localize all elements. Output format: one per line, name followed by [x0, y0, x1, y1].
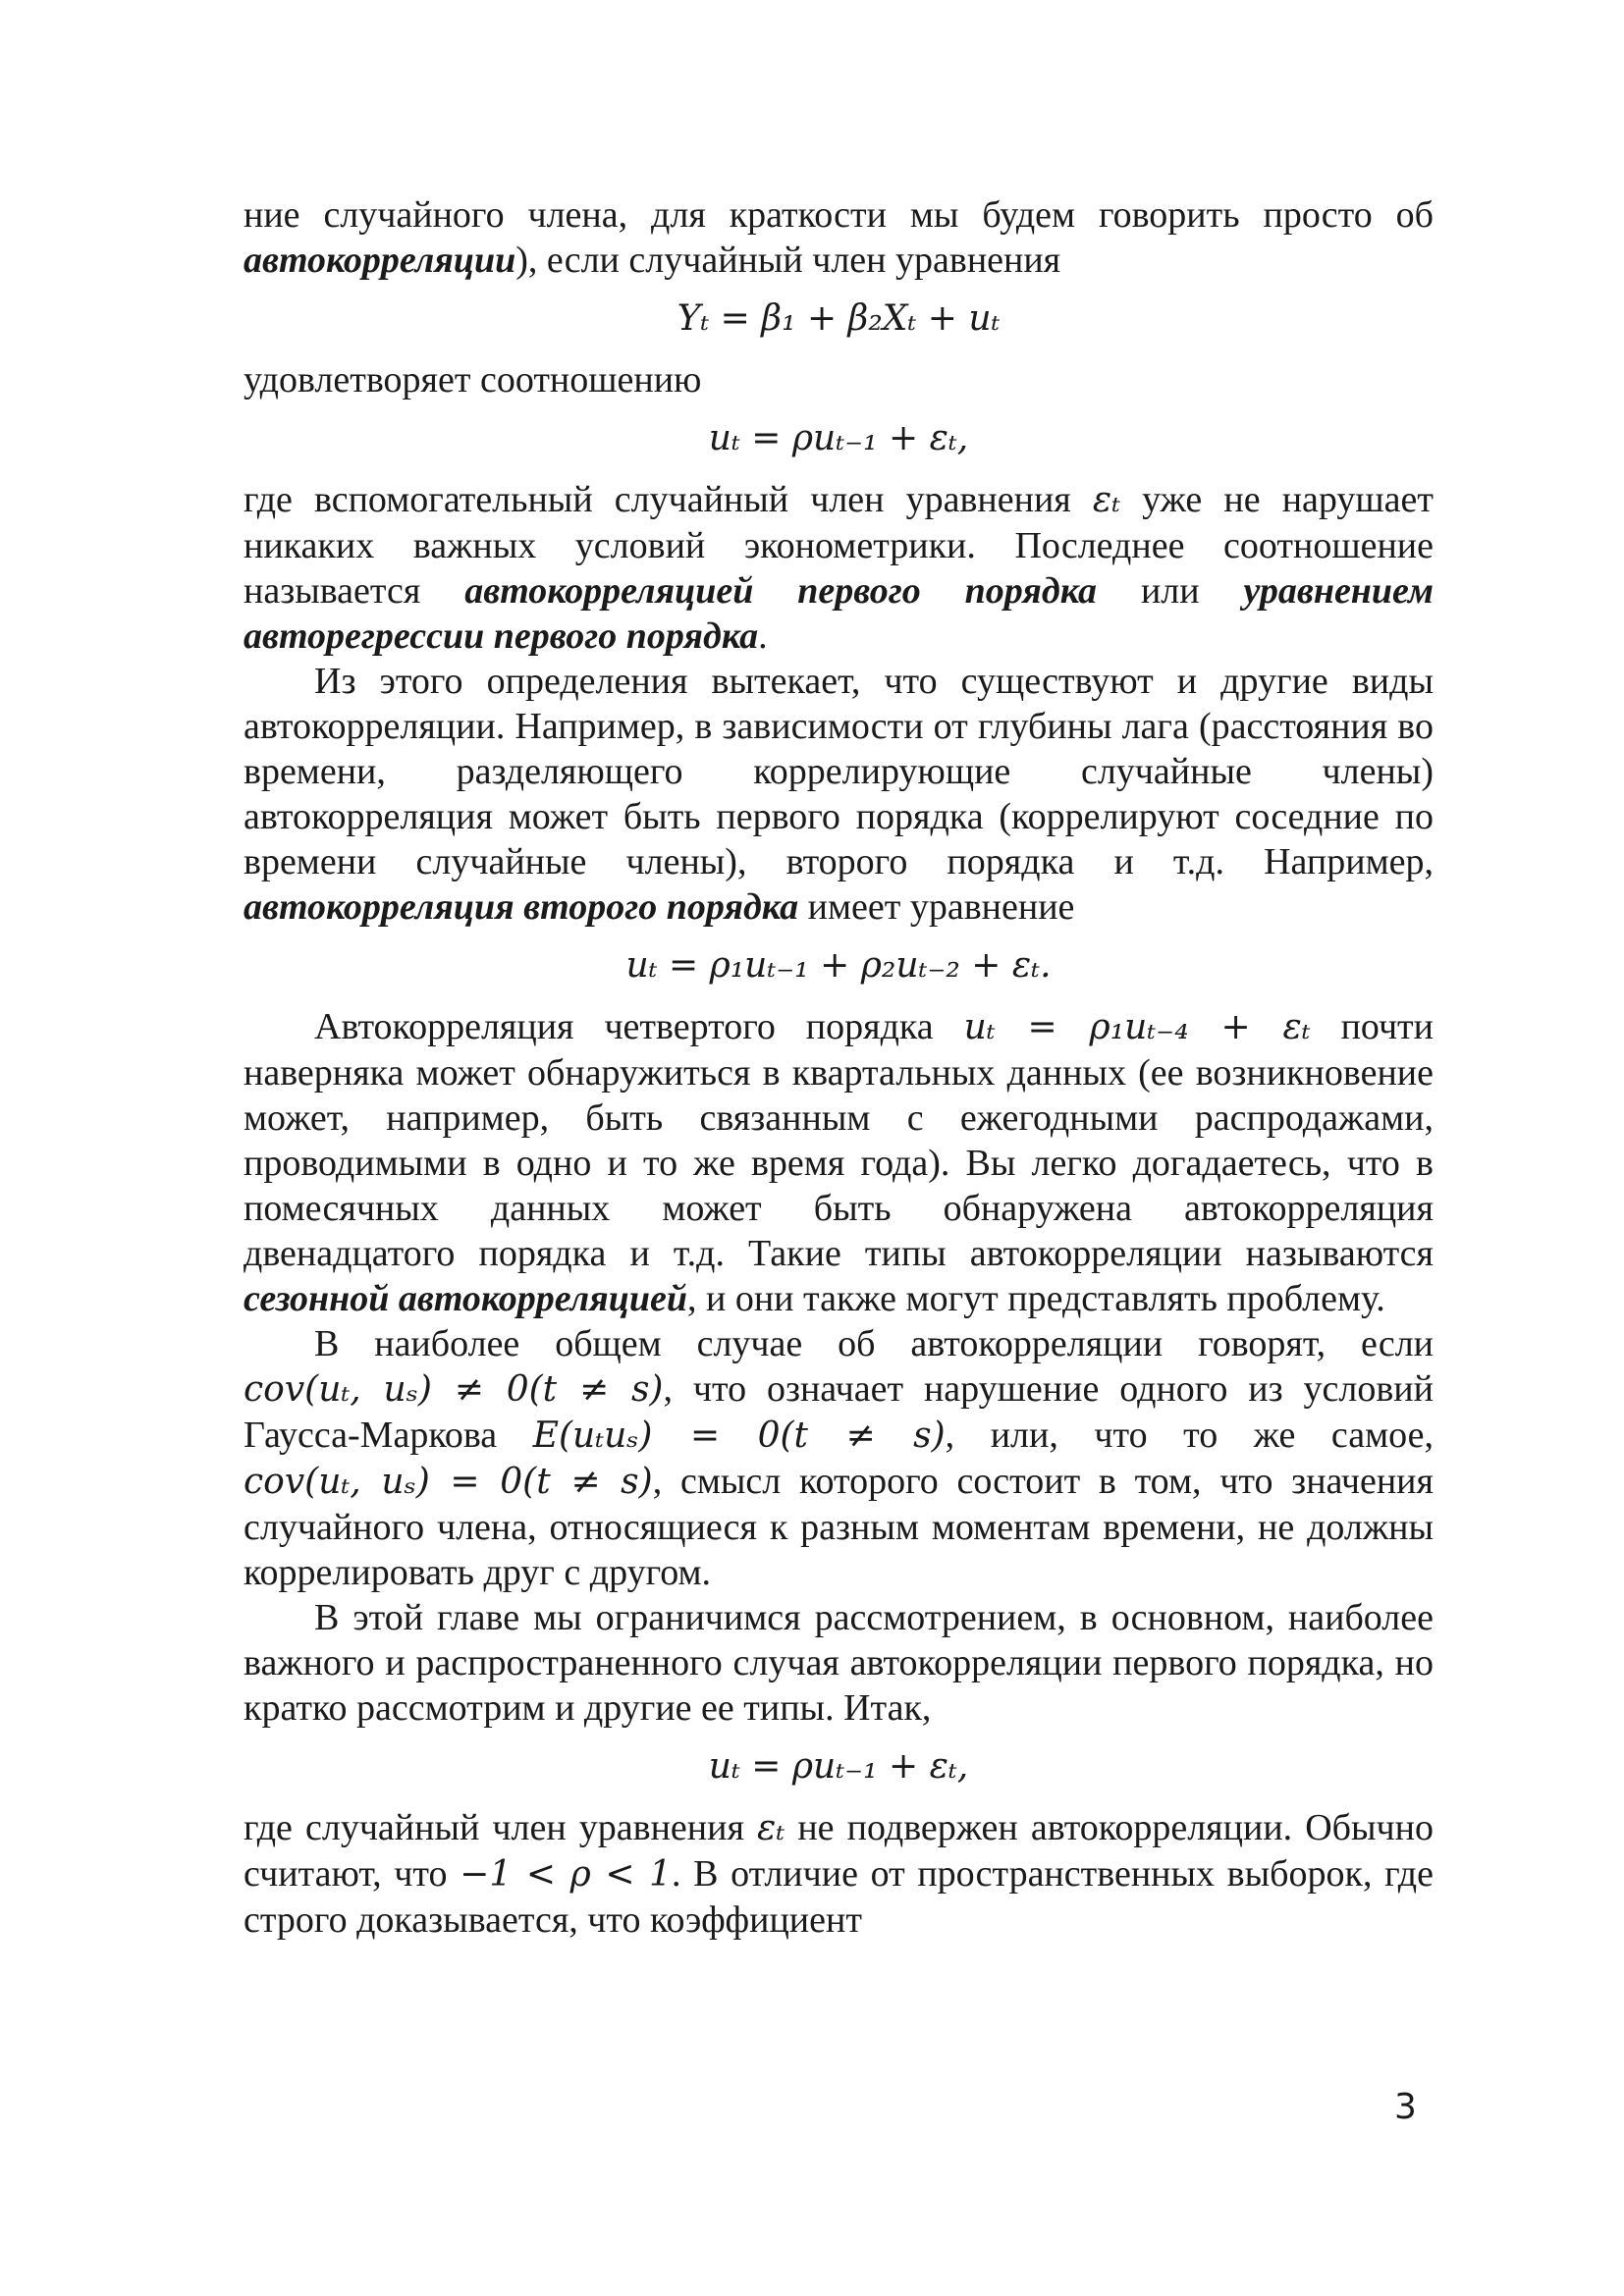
paragraph-8-text-a: где случайный член уравнения [244, 1807, 758, 1848]
math-epsilon-t: εₜ [1092, 480, 1121, 520]
term-autocorrelation: автокорреляции [244, 240, 516, 281]
math-cov-zero: cov(uₜ, uₛ) = 0(t ≠ s) [244, 1462, 653, 1502]
paragraph-5-text-b: почти наверняка может обнаружиться в квартальных данных (ее возникновение может, например, быть связанным с ежегодными распродажами, проводимыми в одно и то же время года). Вы легко догадаетесь, что в помесячных данных может быть обнаружена автокорреляция двенадцатого порядка и т.д. Такие типы автокорреляции называются [244, 1006, 1435, 1274]
equation-ar1: uₜ = ρuₜ₋₁ + εₜ, [708, 418, 969, 458]
paragraph-6-text-d: , смысл которого состоит в том, что значения случайного члена, относящиеся к разным моментам времени, не должны коррелировать друг с другом. [244, 1461, 1434, 1593]
paragraph-6-text-a: В наиболее общем случае об автокорреляции говорят, если [314, 1323, 1434, 1364]
paragraph-6-text-b: , что означает нарушение одного из условий Гаусса-Маркова [244, 1368, 1434, 1456]
paragraph-4-text-b: имеет уравнение [798, 886, 1075, 928]
paragraph-3-text-b: уже не нарушает никаких важных условий эконометрики. Последнее соотношение называется [244, 479, 1435, 612]
paragraph-3-text-d: . [758, 615, 768, 657]
equation-regression: Yₜ = β₁ + β₂Xₜ + uₜ [677, 298, 1001, 339]
paragraph-2: удовлетворяет соотношению [244, 359, 702, 400]
paragraph-8 [244, 1805, 1434, 1943]
paragraph-5 [244, 1004, 1434, 1321]
paragraph-4 [244, 659, 1434, 930]
math-rho-range: −1 < ρ < 1 [460, 1854, 673, 1895]
term-first-order-autocorrelation: автокорреляцией первого порядка [464, 570, 1098, 612]
math-ar4: uₜ = ρ₁uₜ₋₄ + εₜ [963, 1007, 1311, 1047]
term-first-order-autoregression: уравнением авторегрессии первого порядка [244, 570, 1434, 657]
term-seasonal-autocorrelation: сезонной автокорреляцией [244, 1278, 687, 1319]
paragraph-3 [244, 477, 1434, 659]
paragraph-1-text-a: ние случайного члена, для краткости мы будем говорить просто об [244, 194, 1434, 236]
paragraph-1-text-b: ), если случайный член уравнения [515, 240, 1061, 281]
math-cov-not-zero: cov(uₜ, uₛ) ≠ 0(t ≠ s) [244, 1369, 664, 1410]
paragraph-5-text-c: , и они также могут представлять проблему. [687, 1278, 1385, 1319]
paragraph-1 [244, 192, 1434, 283]
equation-ar1-repeat: uₜ = ρuₜ₋₁ + εₜ, [708, 1746, 969, 1787]
equation-ar2: uₜ = ρ₁uₜ₋₁ + ρ₂uₜ₋₂ + εₜ. [625, 945, 1052, 986]
paragraph-6-text-c: , или, что то же самое, [945, 1415, 1434, 1456]
paragraph-7: В этой главе мы ограничимся рассмотрением, в основном, наиболее важного и распространенного случая автокорреляции первого порядка, но кратко рассмотрим и другие ее типы. Итак, [244, 1597, 1434, 1729]
math-expectation: E(uₜuₛ) = 0(t ≠ s) [532, 1415, 946, 1456]
page-body [244, 192, 1434, 1943]
page-number: 3 [1394, 2087, 1417, 2127]
term-second-order-autocorrelation: автокорреляция второго порядка [244, 886, 799, 928]
paragraph-6 [244, 1321, 1434, 1595]
paragraph-4-text-a: Из этого определения вытекает, что существуют и другие виды автокорреляции. Например, в зависимости от глубины лага (расстояния во времени, разделяющего коррелирующие случайные члены) автокорреляция может быть первого порядка (коррелируют соседние по времени случайные члены), второго порядка и т.д. Например, [244, 661, 1434, 882]
math-epsilon-t-2: εₜ [757, 1808, 785, 1848]
paragraph-3-text-a: где вспомогательный случайный член уравнения [244, 479, 1093, 520]
paragraph-8-text-c: . В отличие от пространственных выборок, где строго доказывается, что коэффициент [244, 1853, 1434, 1941]
paragraph-5-text-a: Автокорреляция четвертого порядка [314, 1006, 964, 1047]
paragraph-8-text-b: не подвержен автокорреляции. Обычно считают, что [244, 1807, 1434, 1895]
paragraph-3-text-c: или [1097, 570, 1244, 612]
